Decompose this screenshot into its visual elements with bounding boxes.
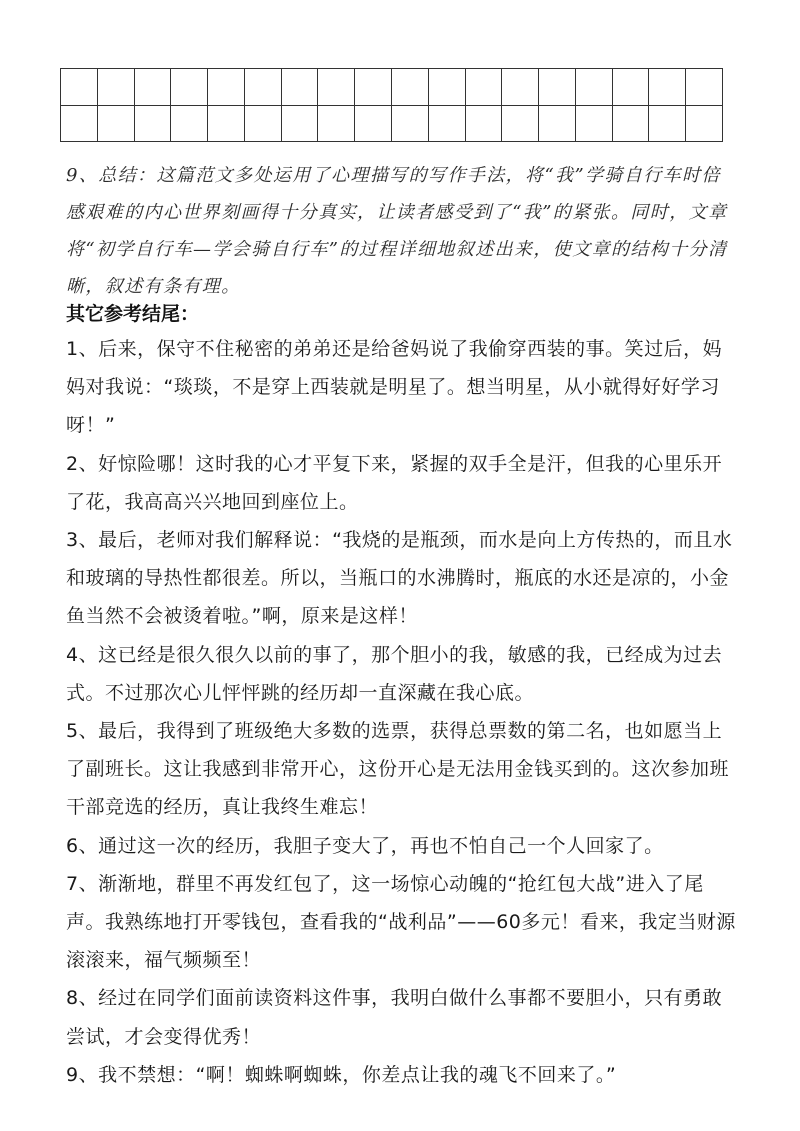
grid-cell	[98, 69, 135, 106]
grid-cell	[502, 106, 539, 143]
endings-list	[66, 330, 741, 1094]
ending-item: 4、这已经是很久很久以前的事了，那个胆小的我，敏感的我，已经成为过去式。不过那次心儿怦怦跳的经历却一直深藏在我心底。	[66, 643, 723, 704]
grid-cell	[318, 106, 355, 143]
grid-cell	[649, 106, 686, 143]
ending-item: 6、通过这一次的经历，我胆子变大了，再也不怕自己一个人回家了。	[66, 834, 664, 857]
grid-cell	[392, 69, 429, 106]
grid-cell	[282, 106, 319, 143]
grid-cell	[355, 69, 392, 106]
grid-cell	[649, 69, 686, 106]
grid-cell	[686, 106, 723, 143]
writing-grid	[60, 68, 723, 142]
grid-cell	[135, 106, 172, 143]
ending-item: 5、最后，我得到了班级绝大多数的选票，获得总票数的第二名，也如愿当上了副班长。这让我感到非常开心，这份开心是无法用金钱买到的。这次参加班干部竞选的经历，真让我终生难忘！	[66, 720, 730, 819]
grid-cell	[282, 69, 319, 106]
grid-cell	[613, 106, 650, 143]
grid-cell	[686, 69, 723, 106]
grid-cell	[539, 106, 576, 143]
ending-item: 1、后来，保守不住秘密的弟弟还是给爸妈说了我偷穿西装的事。笑过后，妈妈对我说：“琰琰，不是穿上西装就是明星了。想当明星，从小就得好好学习呀！”	[66, 338, 723, 437]
grid-cell	[318, 69, 355, 106]
grid-cell	[429, 106, 466, 143]
grid-cell	[539, 69, 576, 106]
grid-cell	[429, 69, 466, 106]
grid-cell	[576, 106, 613, 143]
ending-item: 3、最后，老师对我们解释说：“我烧的是瓶颈，而水是向上方传热的，而且水和玻璃的导热性都很差。所以，当瓶口的水沸腾时，瓶底的水还是凉的，小金鱼当然不会被烫着啦。”啊，原来是这样！	[66, 529, 733, 628]
grid-cell	[61, 69, 98, 106]
grid-cell	[171, 69, 208, 106]
grid-cell	[245, 106, 282, 143]
ending-item: 8、经过在同学们面前读资料这件事，我明白做什么事都不要胆小，只有勇敢尝试，才会变得优秀！	[66, 987, 723, 1048]
ending-item: 9、我不禁想：“啊！蜘蛛啊蜘蛛，你差点让我的魂飞不回来了。”	[66, 1063, 617, 1086]
grid-cell	[355, 106, 392, 143]
grid-cell	[98, 106, 135, 143]
ending-item: 2、好惊险哪！这时我的心才平复下来，紧握的双手全是汗，但我的心里乐开了花，我高高兴兴地回到座位上。	[66, 452, 723, 513]
grid-cell	[171, 106, 208, 143]
grid-cell	[245, 69, 282, 106]
grid-cell	[502, 69, 539, 106]
grid-cell	[466, 106, 503, 143]
grid-cell	[135, 69, 172, 106]
ending-item: 7、渐渐地，群里不再发红包了，这一场惊心动魄的“抢红包大战”进入了尾声。我熟练地打开零钱包，查看我的“战利品”——60多元！看来，我定当财源滚滚来，福气频频至！	[66, 872, 736, 972]
grid-cell	[576, 69, 613, 106]
section-heading: 其它参考结尾：	[66, 303, 200, 325]
summary-paragraph: 9、总结：这篇范文多处运用了心理描写的写作手法，将“我”学骑自行车时倍感艰难的内心世界刻画得十分真实，让读者感受到了“我”的紧张。同时，文章将“初学自行车—学会骑自行车”的过程详细地叙述出来，使文章的结构十分清晰，叙述有条有理。	[66, 165, 728, 297]
grid-cell	[466, 69, 503, 106]
grid-cell	[208, 106, 245, 143]
grid-cell	[392, 106, 429, 143]
grid-cell	[208, 69, 245, 106]
grid-cell	[613, 69, 650, 106]
grid-cell	[61, 106, 98, 143]
